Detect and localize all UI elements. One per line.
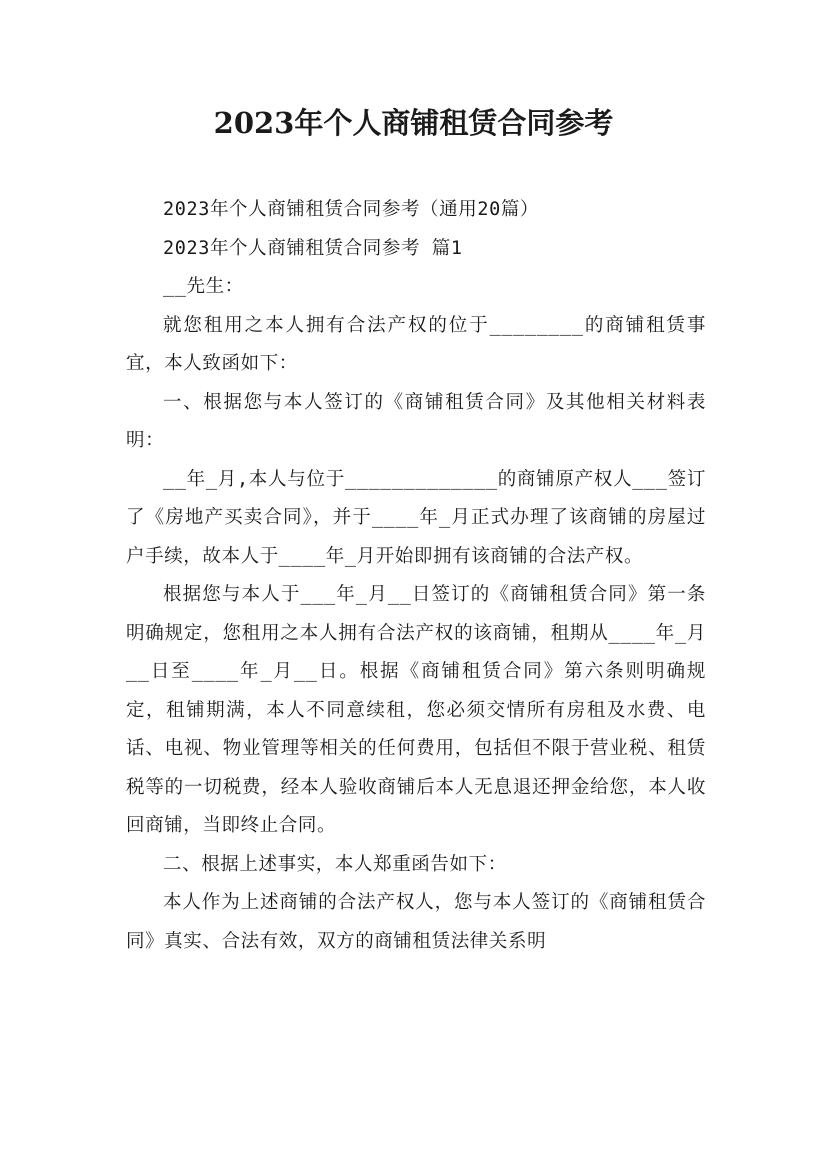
- paragraph-section-heading: 2023年个人商铺租赁合同参考 篇1: [163, 237, 463, 259]
- paragraph: 就您租用之本人拥有合法产权的位于________的商铺租赁事宜，本人致函如下：: [126, 314, 706, 374]
- paragraph: 根据您与本人于___年_月__日签订的《商铺租赁合同》第一条明确规定，您租用之本人拥有合法产权的该商铺，租期从____年_月__日至____年_月__日。根据《商铺租赁合同》第六条则明确规定，租铺期满，本人不同意续租，您必须交情所有房租及水费、电话、电视、物业管理等相关的任何费用，包括但不限于营业税、租赁税等的一切税费，经本人验收商铺后本人无息退还押金给您，本人收回商铺，当即终止合同。: [126, 584, 706, 836]
- document-body: [126, 191, 706, 961]
- paragraph-salutation: __先生：: [163, 276, 244, 297]
- paragraph-subtitle: 2023年个人商铺租赁合同参考（通用20篇）: [163, 199, 540, 220]
- document-title: 2023年个人商铺租赁合同参考: [213, 106, 614, 140]
- paragraph: 本人作为上述商铺的合法产权人，您与本人签订的《商铺租赁合同》真实、合法有效，双方的商铺租赁法律关系明: [126, 892, 706, 952]
- paragraph: 二、根据上述事实，本人郑重函告如下：: [163, 853, 507, 875]
- paragraph: 一、根据您与本人签订的《商铺租赁合同》及其他相关材料表明：: [126, 391, 706, 451]
- paragraph: __年_月,本人与位于_____________的商铺原产权人___签订了《房地产买卖合同》，并于____年_月正式办理了该商铺的房屋过户手续，故本人于____年_月开始即拥有该商铺的合法产权。: [126, 468, 706, 567]
